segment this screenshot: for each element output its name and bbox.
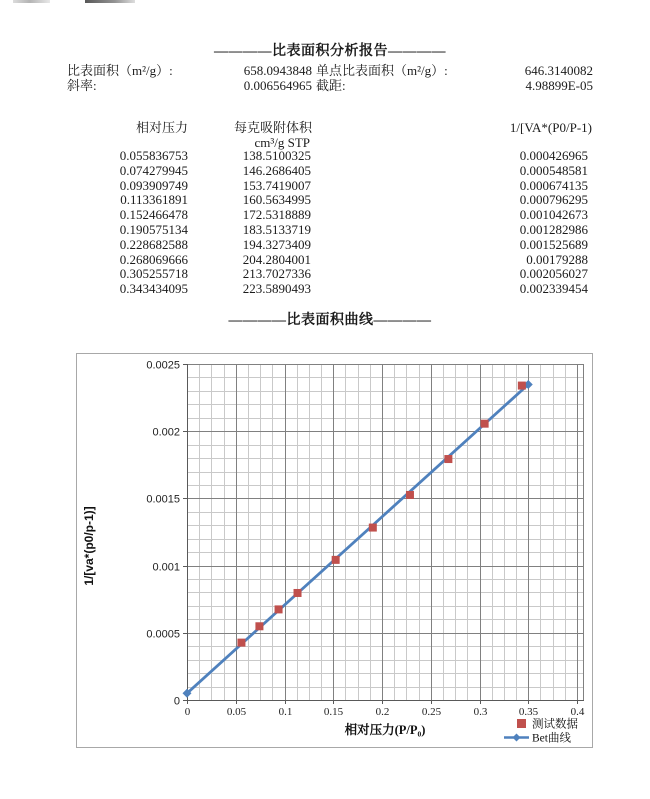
- x-tick-label: 0.3: [473, 706, 488, 718]
- table-header-relative-pressure: 相对压力: [135, 120, 188, 135]
- legend-label-test-data: 测试数据: [532, 718, 578, 731]
- table-header-volume-unit: cm³/g STP: [254, 135, 310, 150]
- test-data-point: [294, 589, 302, 597]
- bet-curve-chart: [76, 353, 593, 748]
- table-row: [0, 238, 650, 253]
- table-cell: 0.268069666: [119, 251, 188, 267]
- table-cell: 0.228682588: [119, 236, 188, 252]
- table-cell: 183.5133719: [242, 221, 311, 237]
- table-cell: 0.000548581: [519, 162, 588, 178]
- y-tick-label: 0.0025: [146, 359, 180, 372]
- table-cell: 153.7419007: [242, 177, 311, 193]
- summary-value-intercept: 4.98899E-05: [525, 78, 593, 93]
- test-data-point: [481, 420, 489, 428]
- scan-artifact-bar-1: [13, 0, 50, 3]
- y-tick-label: 0.0005: [146, 628, 180, 641]
- table-row: [0, 193, 650, 208]
- table-row: [0, 149, 650, 164]
- bet-curve-chart-svg: [76, 353, 593, 748]
- y-axis-title: 1/[va*(p0/p-1)]: [82, 506, 96, 586]
- x-tick-label: 0.05: [226, 706, 247, 718]
- test-data-point: [275, 605, 283, 613]
- table-cell: 0.343434095: [119, 281, 188, 297]
- report-title: ————比表面积分析报告————: [214, 44, 446, 59]
- table-cell: 204.2804001: [242, 251, 311, 267]
- summary-label-surface-area: 比表面积（m²/g）:: [67, 63, 173, 78]
- table-cell: 0.000674135: [519, 177, 588, 193]
- x-tick-label: 0.2: [375, 706, 390, 718]
- table-cell: 0.001042673: [519, 207, 588, 223]
- table-cell: 0.190575134: [119, 221, 188, 237]
- table-cell: 223.5890493: [242, 281, 311, 297]
- summary-label-single-point: 单点比表面积（m²/g）:: [316, 63, 448, 78]
- legend-label-bet-curve: Bet曲线: [532, 732, 571, 745]
- y-tick-label: 0.002: [152, 426, 180, 439]
- chart-border: [77, 354, 593, 748]
- y-tick-label: 0: [173, 695, 180, 708]
- summary-label-intercept: 截距:: [316, 78, 346, 93]
- test-data-point: [237, 639, 245, 647]
- table-cell: 0.002056027: [519, 266, 588, 282]
- table-cell: 194.3273409: [242, 236, 311, 252]
- table-row: [0, 267, 650, 282]
- table-cell: 0.000796295: [519, 192, 588, 208]
- table-cell: 0.305255718: [119, 266, 188, 282]
- summary-value-single-point: 646.3140082: [524, 63, 593, 78]
- table-cell: 0.093909749: [119, 177, 188, 193]
- table-header-adsorbed-volume: 每克吸附体积: [233, 120, 312, 135]
- test-data-point: [444, 455, 452, 463]
- legend-square-icon: [517, 719, 526, 728]
- table-row: [0, 164, 650, 179]
- summary-label-slope: 斜率:: [67, 78, 97, 93]
- curve-title: ————比表面积曲线————: [228, 313, 432, 328]
- x-tick-label: 0.25: [421, 706, 442, 718]
- table-cell: 160.5634995: [242, 192, 311, 208]
- test-data-point: [369, 524, 377, 532]
- table-cell: 0.001525689: [519, 236, 588, 252]
- x-tick-label: 0.1: [278, 706, 293, 718]
- x-tick-label: 0.15: [323, 706, 344, 718]
- table-row: [0, 179, 650, 194]
- x-tick-label: 0.4: [570, 706, 585, 718]
- test-data-point: [255, 622, 263, 630]
- test-data-point: [518, 382, 526, 390]
- table-row: [0, 223, 650, 238]
- test-data-point: [406, 491, 414, 499]
- table-cell: 0.001282986: [519, 221, 588, 237]
- table-cell: 0.002339454: [519, 281, 588, 297]
- x-axis-title: 相对压力(P/P₀): [344, 723, 426, 737]
- table-cell: 0.152466478: [119, 207, 188, 223]
- summary-value-slope: 0.006564965: [243, 78, 312, 93]
- y-tick-label: 0.001: [152, 561, 180, 574]
- table-row: [0, 208, 650, 223]
- table-cell: 0.00179288: [526, 251, 588, 267]
- table-cell: 0.055836753: [119, 148, 188, 163]
- table-header-bet-term: 1/[VA*(P0/P-1): [509, 120, 592, 135]
- table-cell: 172.5318889: [242, 207, 311, 223]
- x-tick-label: 0: [184, 706, 191, 718]
- data-table-body: [0, 149, 650, 297]
- table-cell: 213.7027336: [242, 266, 311, 282]
- table-cell: 0.113361891: [120, 192, 188, 208]
- x-tick-label: 0.35: [518, 706, 539, 718]
- table-cell: 138.5100325: [242, 148, 311, 163]
- summary-value-surface-area: 658.0943848: [243, 63, 312, 78]
- scan-artifact-bar-2: [85, 0, 135, 3]
- table-cell: 146.2686405: [242, 162, 311, 178]
- table-cell: 0.000426965: [519, 148, 588, 163]
- table-row: [0, 253, 650, 268]
- y-tick-label: 0.0015: [146, 493, 180, 506]
- table-row: [0, 282, 650, 297]
- table-cell: 0.074279945: [119, 162, 188, 178]
- test-data-point: [332, 556, 340, 564]
